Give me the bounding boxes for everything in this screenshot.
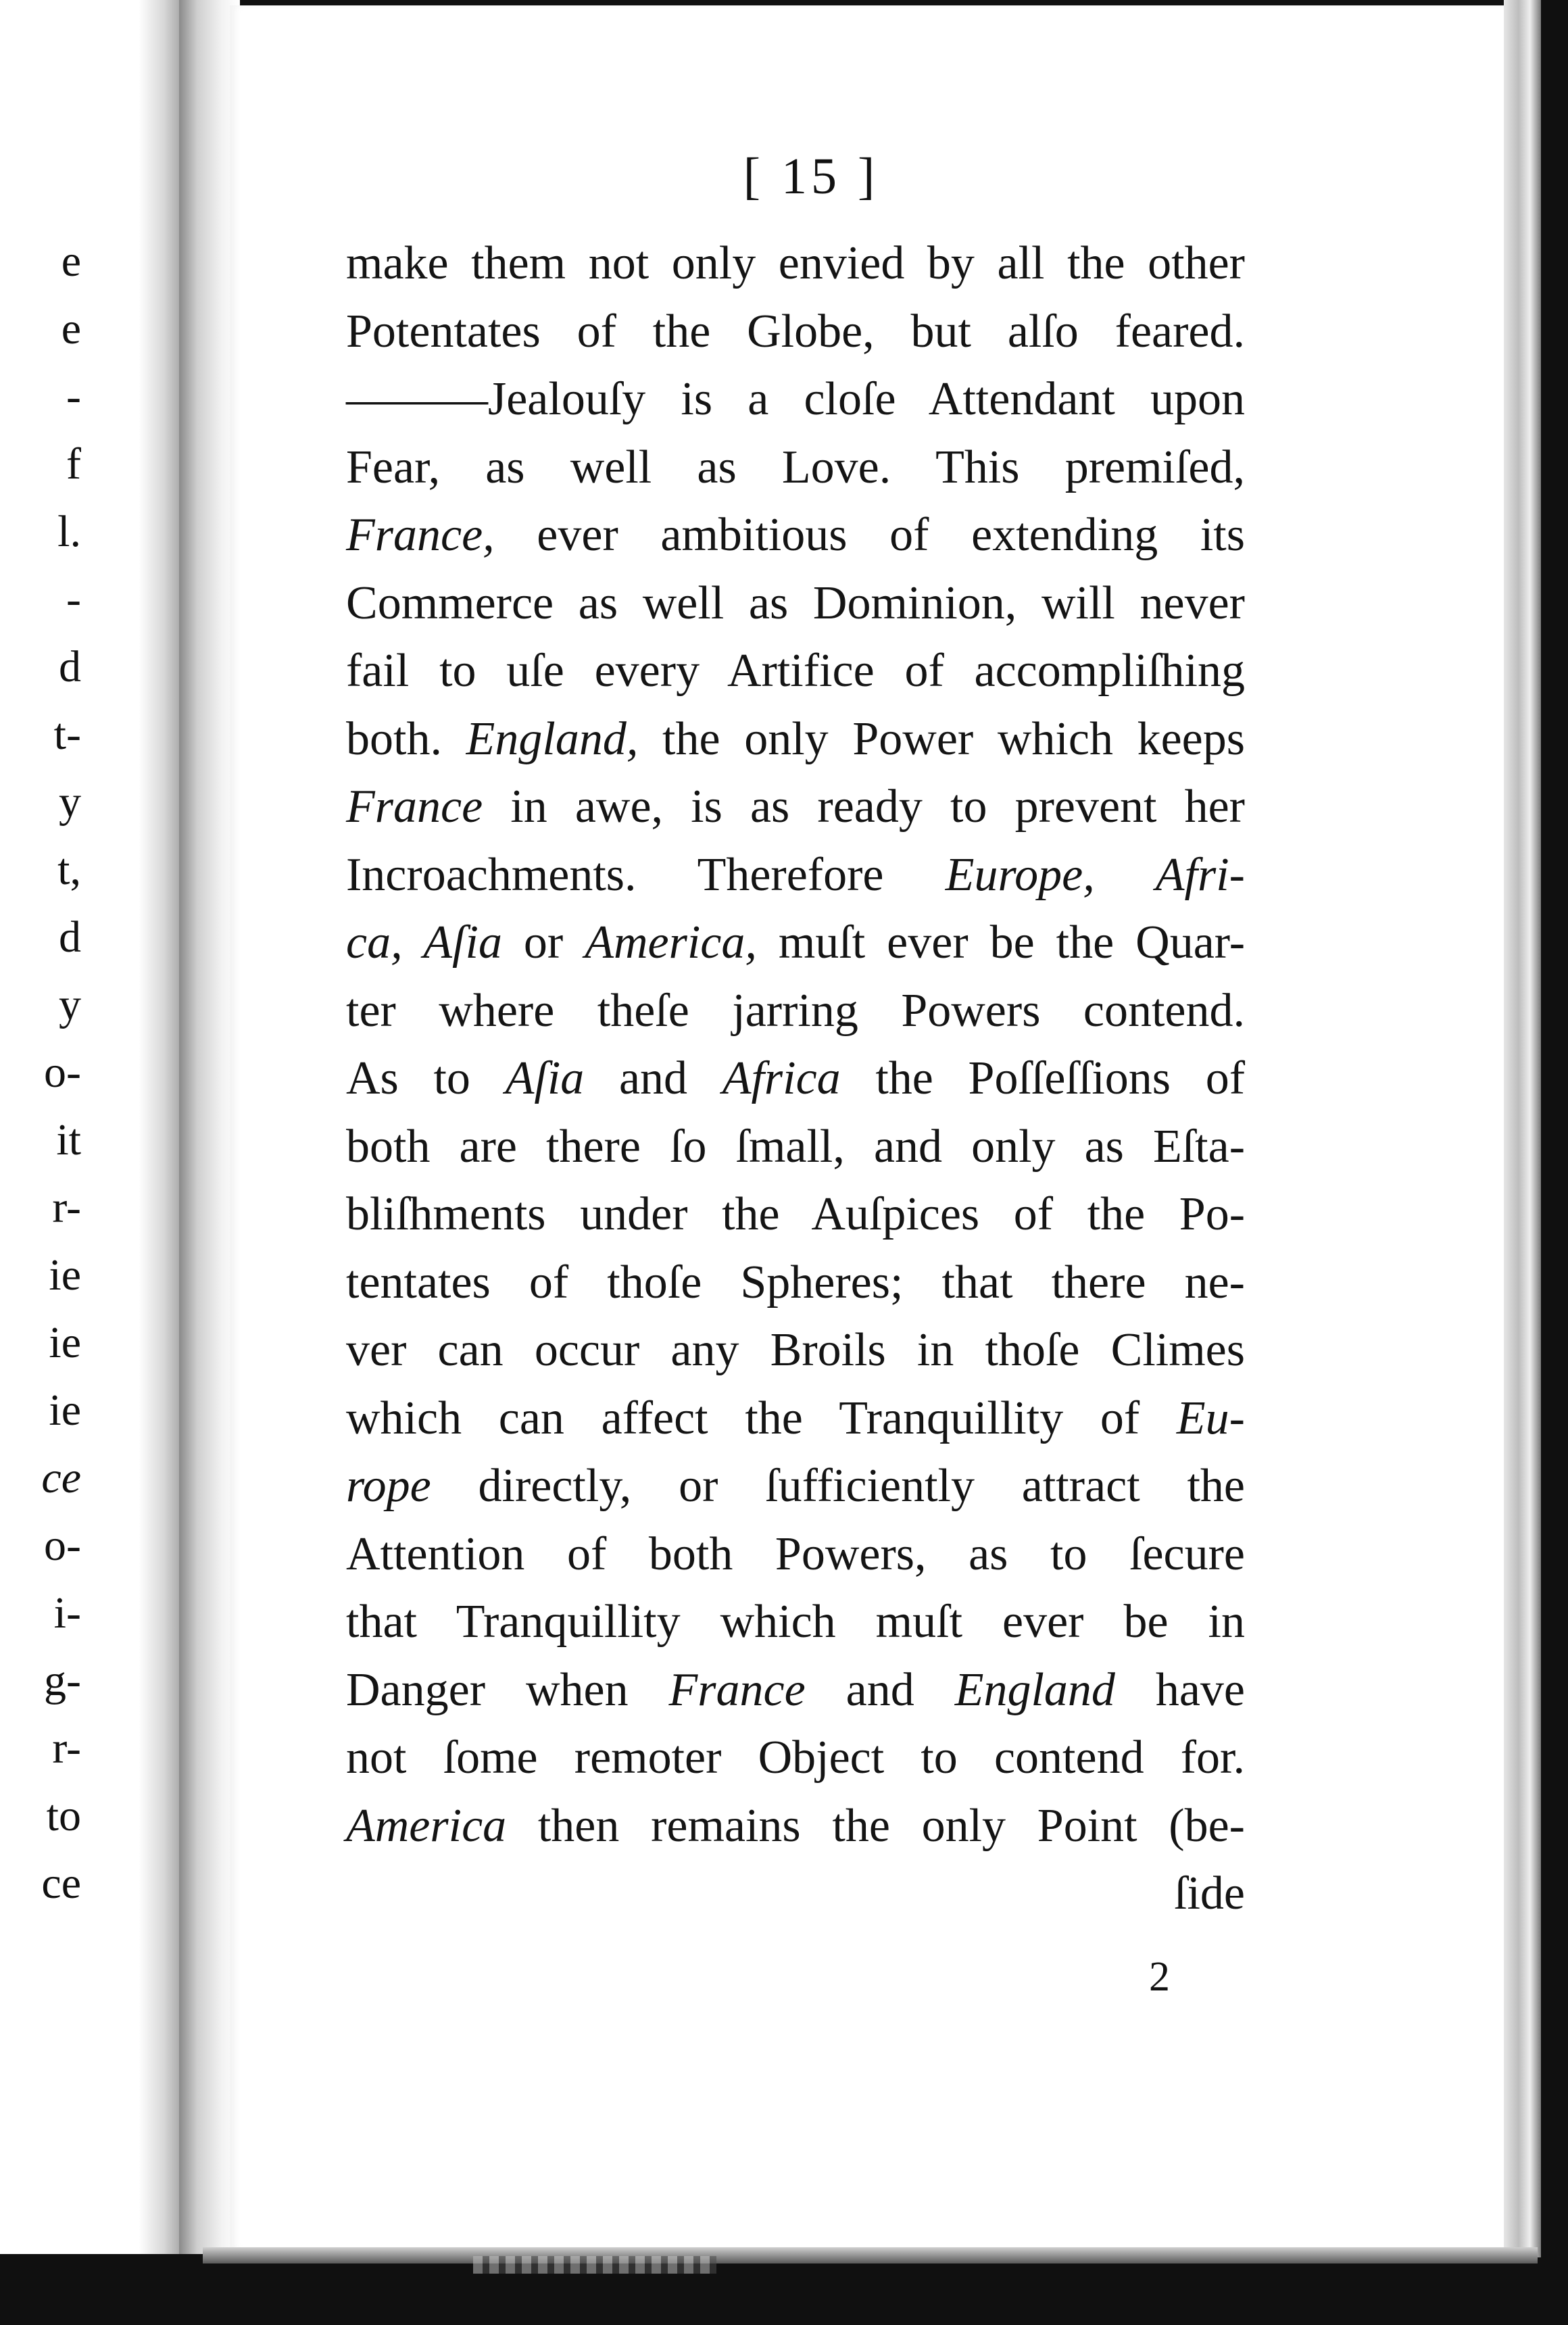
facing-page-fragment: t,	[57, 845, 81, 894]
facing-page-fragment: g-	[44, 1656, 81, 1705]
facing-page-fragment: l.	[57, 507, 81, 556]
text-line	[346, 1249, 1245, 1317]
text-line	[346, 1113, 1245, 1181]
page-edge	[1504, 0, 1541, 2257]
text-line	[346, 298, 1245, 366]
italic-text: ca, Aſia	[346, 916, 502, 969]
facing-page-fragment: d	[59, 642, 81, 691]
facing-page-fragment: i-	[53, 1588, 81, 1638]
text-segment: bliſhments under the Auſpices of the Po-	[346, 1188, 1245, 1240]
page-bottom-edge	[203, 2247, 1538, 2263]
italic-text: France,	[346, 509, 495, 561]
text-segment: that Tranquillity which muſt ever be in	[346, 1596, 1245, 1648]
italic-text: Eu-	[1176, 1392, 1245, 1444]
text-segment: Danger when	[346, 1663, 669, 1716]
text-segment: the only Power which keeps	[638, 712, 1245, 765]
text-line	[346, 1317, 1245, 1385]
text-segment: ———Jealouſy is a cloſe Attendant upon	[346, 373, 1245, 425]
text-segment: make them not only envied by all the other	[346, 237, 1245, 289]
italic-text: rope	[346, 1460, 431, 1512]
text-segment: and	[584, 1052, 722, 1104]
catchword: ſide	[1174, 1867, 1245, 1919]
italic-text: America,	[585, 916, 757, 969]
text-segment: in awe, is as ready to prevent her	[483, 781, 1245, 833]
text-segment: ver can occur any Broils in thoſe Climes	[346, 1324, 1245, 1376]
page-header: [ 15 ]	[743, 148, 879, 205]
text-segment: which can affect the Tranquillity of	[346, 1392, 1177, 1444]
text-segment: muſt ever be the Quar-	[756, 916, 1245, 969]
text-line	[346, 1657, 1245, 1725]
facing-page-fragment: f	[66, 439, 81, 489]
text-segment: both.	[346, 712, 466, 765]
text-line	[346, 1792, 1245, 1861]
facing-page-fragment: -	[66, 574, 81, 624]
text-line	[346, 1521, 1245, 1589]
text-line	[346, 1385, 1245, 1453]
text-line	[346, 1724, 1245, 1792]
facing-page-fragment: d	[59, 912, 81, 962]
binding-ornament	[473, 2256, 716, 2274]
facing-page-fragment: -	[66, 372, 81, 421]
italic-text: France	[346, 781, 483, 833]
text-segment: directly, or ſufficiently attract the	[431, 1460, 1245, 1512]
text-line	[346, 637, 1245, 706]
facing-page-fragment: o-	[44, 1521, 81, 1570]
text-segment: Commerce as well as Dominion, will never	[346, 577, 1245, 629]
facing-page-line-endings	[0, 228, 81, 1918]
facing-page-fragment: r-	[52, 1183, 81, 1232]
text-line	[346, 501, 1245, 570]
text-line	[346, 773, 1245, 841]
text-line	[346, 1181, 1245, 1249]
facing-page-fragment: r-	[52, 1723, 81, 1773]
text-segment: not ſome remoter Object to contend for.	[346, 1732, 1245, 1784]
facing-page-fragment: t-	[53, 710, 81, 759]
text-segment: have	[1114, 1663, 1246, 1716]
text-line	[346, 706, 1245, 774]
text-line	[346, 230, 1245, 298]
text-segment: both are there ſo ſmall, and only as Eſta-	[346, 1120, 1245, 1173]
facing-page	[0, 0, 186, 2254]
italic-text: America	[346, 1799, 507, 1852]
text-line	[346, 909, 1245, 977]
facing-page-fragment: ce	[41, 1453, 81, 1502]
facing-page-fragment: to	[46, 1791, 81, 1840]
text-segment: then remains the only Point (be-	[506, 1799, 1245, 1852]
text-segment: or	[501, 916, 585, 969]
italic-text: Africa	[722, 1052, 841, 1104]
text-segment: the Poſſeſſions of	[840, 1052, 1246, 1104]
body-text	[346, 230, 1245, 1928]
text-segment: Attention of both Powers, as to ſecure	[346, 1527, 1245, 1580]
text-segment: Incroachments. Therefore	[346, 848, 946, 901]
facing-page-fragment: e	[61, 237, 81, 286]
italic-text: Aſia	[505, 1052, 585, 1104]
text-segment: As to	[346, 1052, 506, 1104]
text-line	[346, 570, 1245, 638]
italic-text: England	[954, 1663, 1115, 1716]
facing-page-fragment: e	[61, 304, 81, 353]
text-segment: Fear, as well as Love. This premiſed,	[346, 441, 1245, 493]
text-segment: Potentates of the Globe, but alſo feared.	[346, 305, 1245, 358]
facing-page-fragment: ie	[49, 1318, 81, 1367]
text-segment: tentates of thoſe Spheres; that there ne-	[346, 1256, 1245, 1308]
facing-page-fragment: y	[59, 980, 81, 1029]
text-segment: and	[805, 1663, 955, 1716]
text-line	[346, 366, 1245, 434]
facing-page-fragment: it	[56, 1115, 81, 1165]
italic-text: France	[668, 1663, 806, 1716]
text-segment: ever ambitious of extending its	[494, 509, 1245, 561]
text-line	[346, 1452, 1245, 1521]
text-line	[346, 434, 1245, 502]
italic-text: Europe, Afri-	[945, 848, 1245, 901]
facing-page-fragment: y	[59, 777, 81, 827]
text-line	[346, 841, 1245, 910]
text-segment: ter where theſe jarring Powers contend.	[346, 984, 1245, 1037]
facing-page-fragment: ce	[41, 1859, 81, 1908]
facing-page-fragment: ie	[49, 1386, 81, 1435]
facing-page-fragment: ie	[49, 1250, 81, 1300]
facing-page-fragment: o-	[44, 1048, 81, 1097]
text-line	[346, 1045, 1245, 1113]
text-segment: fail to uſe every Artifice of accompliſhing	[346, 645, 1245, 697]
text-line	[346, 1588, 1245, 1657]
text-line	[346, 977, 1245, 1046]
italic-text: England,	[466, 712, 639, 765]
signature-mark: 2	[1149, 1954, 1170, 2000]
